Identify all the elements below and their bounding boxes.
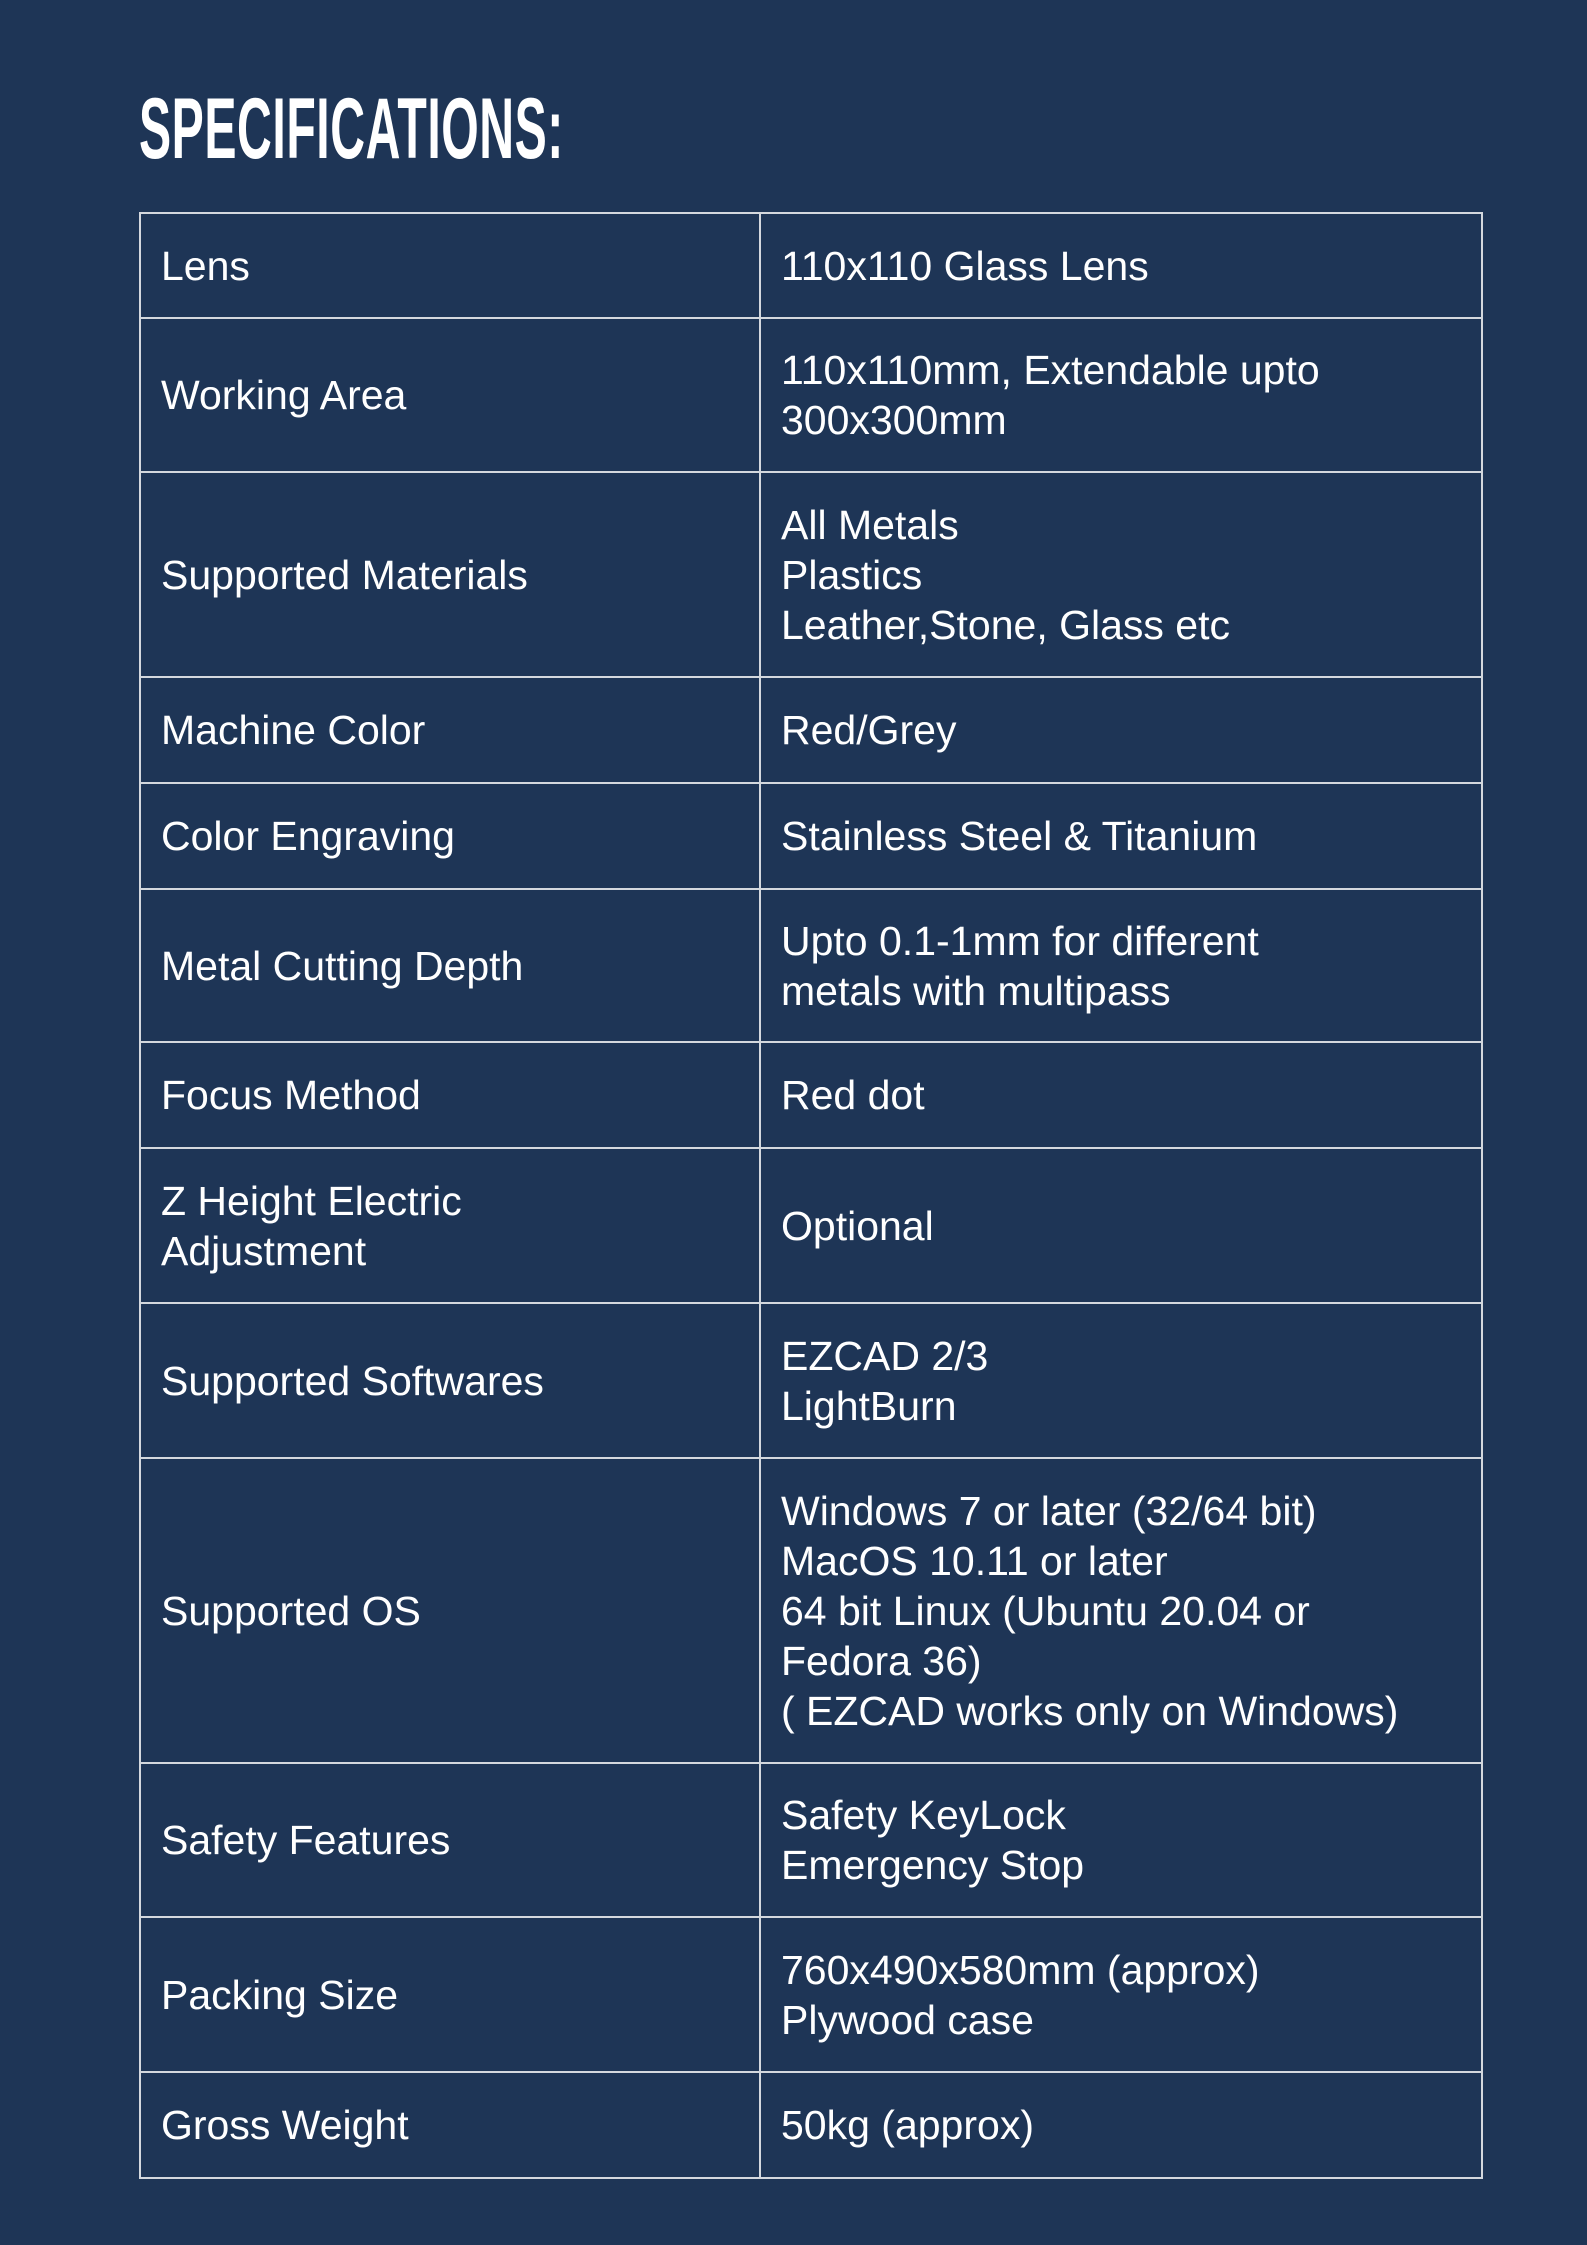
spec-label: Packing Size: [140, 1917, 760, 2072]
spec-label: Lens: [140, 213, 760, 318]
spec-label: Metal Cutting Depth: [140, 889, 760, 1042]
spec-value: 50kg (approx): [760, 2072, 1482, 2178]
table-row: [140, 783, 1482, 889]
page-title: SPECIFICATIONS:: [139, 81, 564, 177]
spec-value: Windows 7 or later (32/64 bit) MacOS 10.11 or later 64 bit Linux (Ubuntu 20.04 or Fedora 36) ( EZCAD works only on Windows): [760, 1458, 1482, 1763]
table-row: [140, 213, 1482, 318]
spec-value: Optional: [760, 1148, 1482, 1303]
spec-label: Z Height Electric Adjustment: [140, 1148, 760, 1303]
spec-label: Color Engraving: [140, 783, 760, 889]
spec-label: Supported Softwares: [140, 1303, 760, 1458]
spec-label: Safety Features: [140, 1763, 760, 1917]
table-row: [140, 1763, 1482, 1917]
table-row: [140, 1148, 1482, 1303]
spec-label: Working Area: [140, 318, 760, 472]
spec-value: 110x110 Glass Lens: [760, 213, 1482, 318]
table-row: [140, 472, 1482, 677]
spec-label: Gross Weight: [140, 2072, 760, 2178]
spec-value: Stainless Steel & Titanium: [760, 783, 1482, 889]
table-row: [140, 1303, 1482, 1458]
spec-value: 760x490x580mm (approx) Plywood case: [760, 1917, 1482, 2072]
table-row: [140, 2072, 1482, 2178]
spec-value: Red/Grey: [760, 677, 1482, 783]
spec-label: Focus Method: [140, 1042, 760, 1148]
spec-label: Supported Materials: [140, 472, 760, 677]
table-row: [140, 318, 1482, 472]
spec-value: EZCAD 2/3 LightBurn: [760, 1303, 1482, 1458]
table-row: [140, 1917, 1482, 2072]
spec-label: Supported OS: [140, 1458, 760, 1763]
specifications-table: [139, 212, 1483, 2179]
spec-value: Red dot: [760, 1042, 1482, 1148]
spec-value: 110x110mm, Extendable upto 300x300mm: [760, 318, 1482, 472]
spec-label: Machine Color: [140, 677, 760, 783]
spec-value: Upto 0.1-1mm for different metals with multipass: [760, 889, 1482, 1042]
table-row: [140, 1458, 1482, 1763]
spec-value: All Metals Plastics Leather,Stone, Glass etc: [760, 472, 1482, 677]
table-row: [140, 1042, 1482, 1148]
table-row: [140, 889, 1482, 1042]
table-row: [140, 677, 1482, 783]
spec-value: Safety KeyLock Emergency Stop: [760, 1763, 1482, 1917]
